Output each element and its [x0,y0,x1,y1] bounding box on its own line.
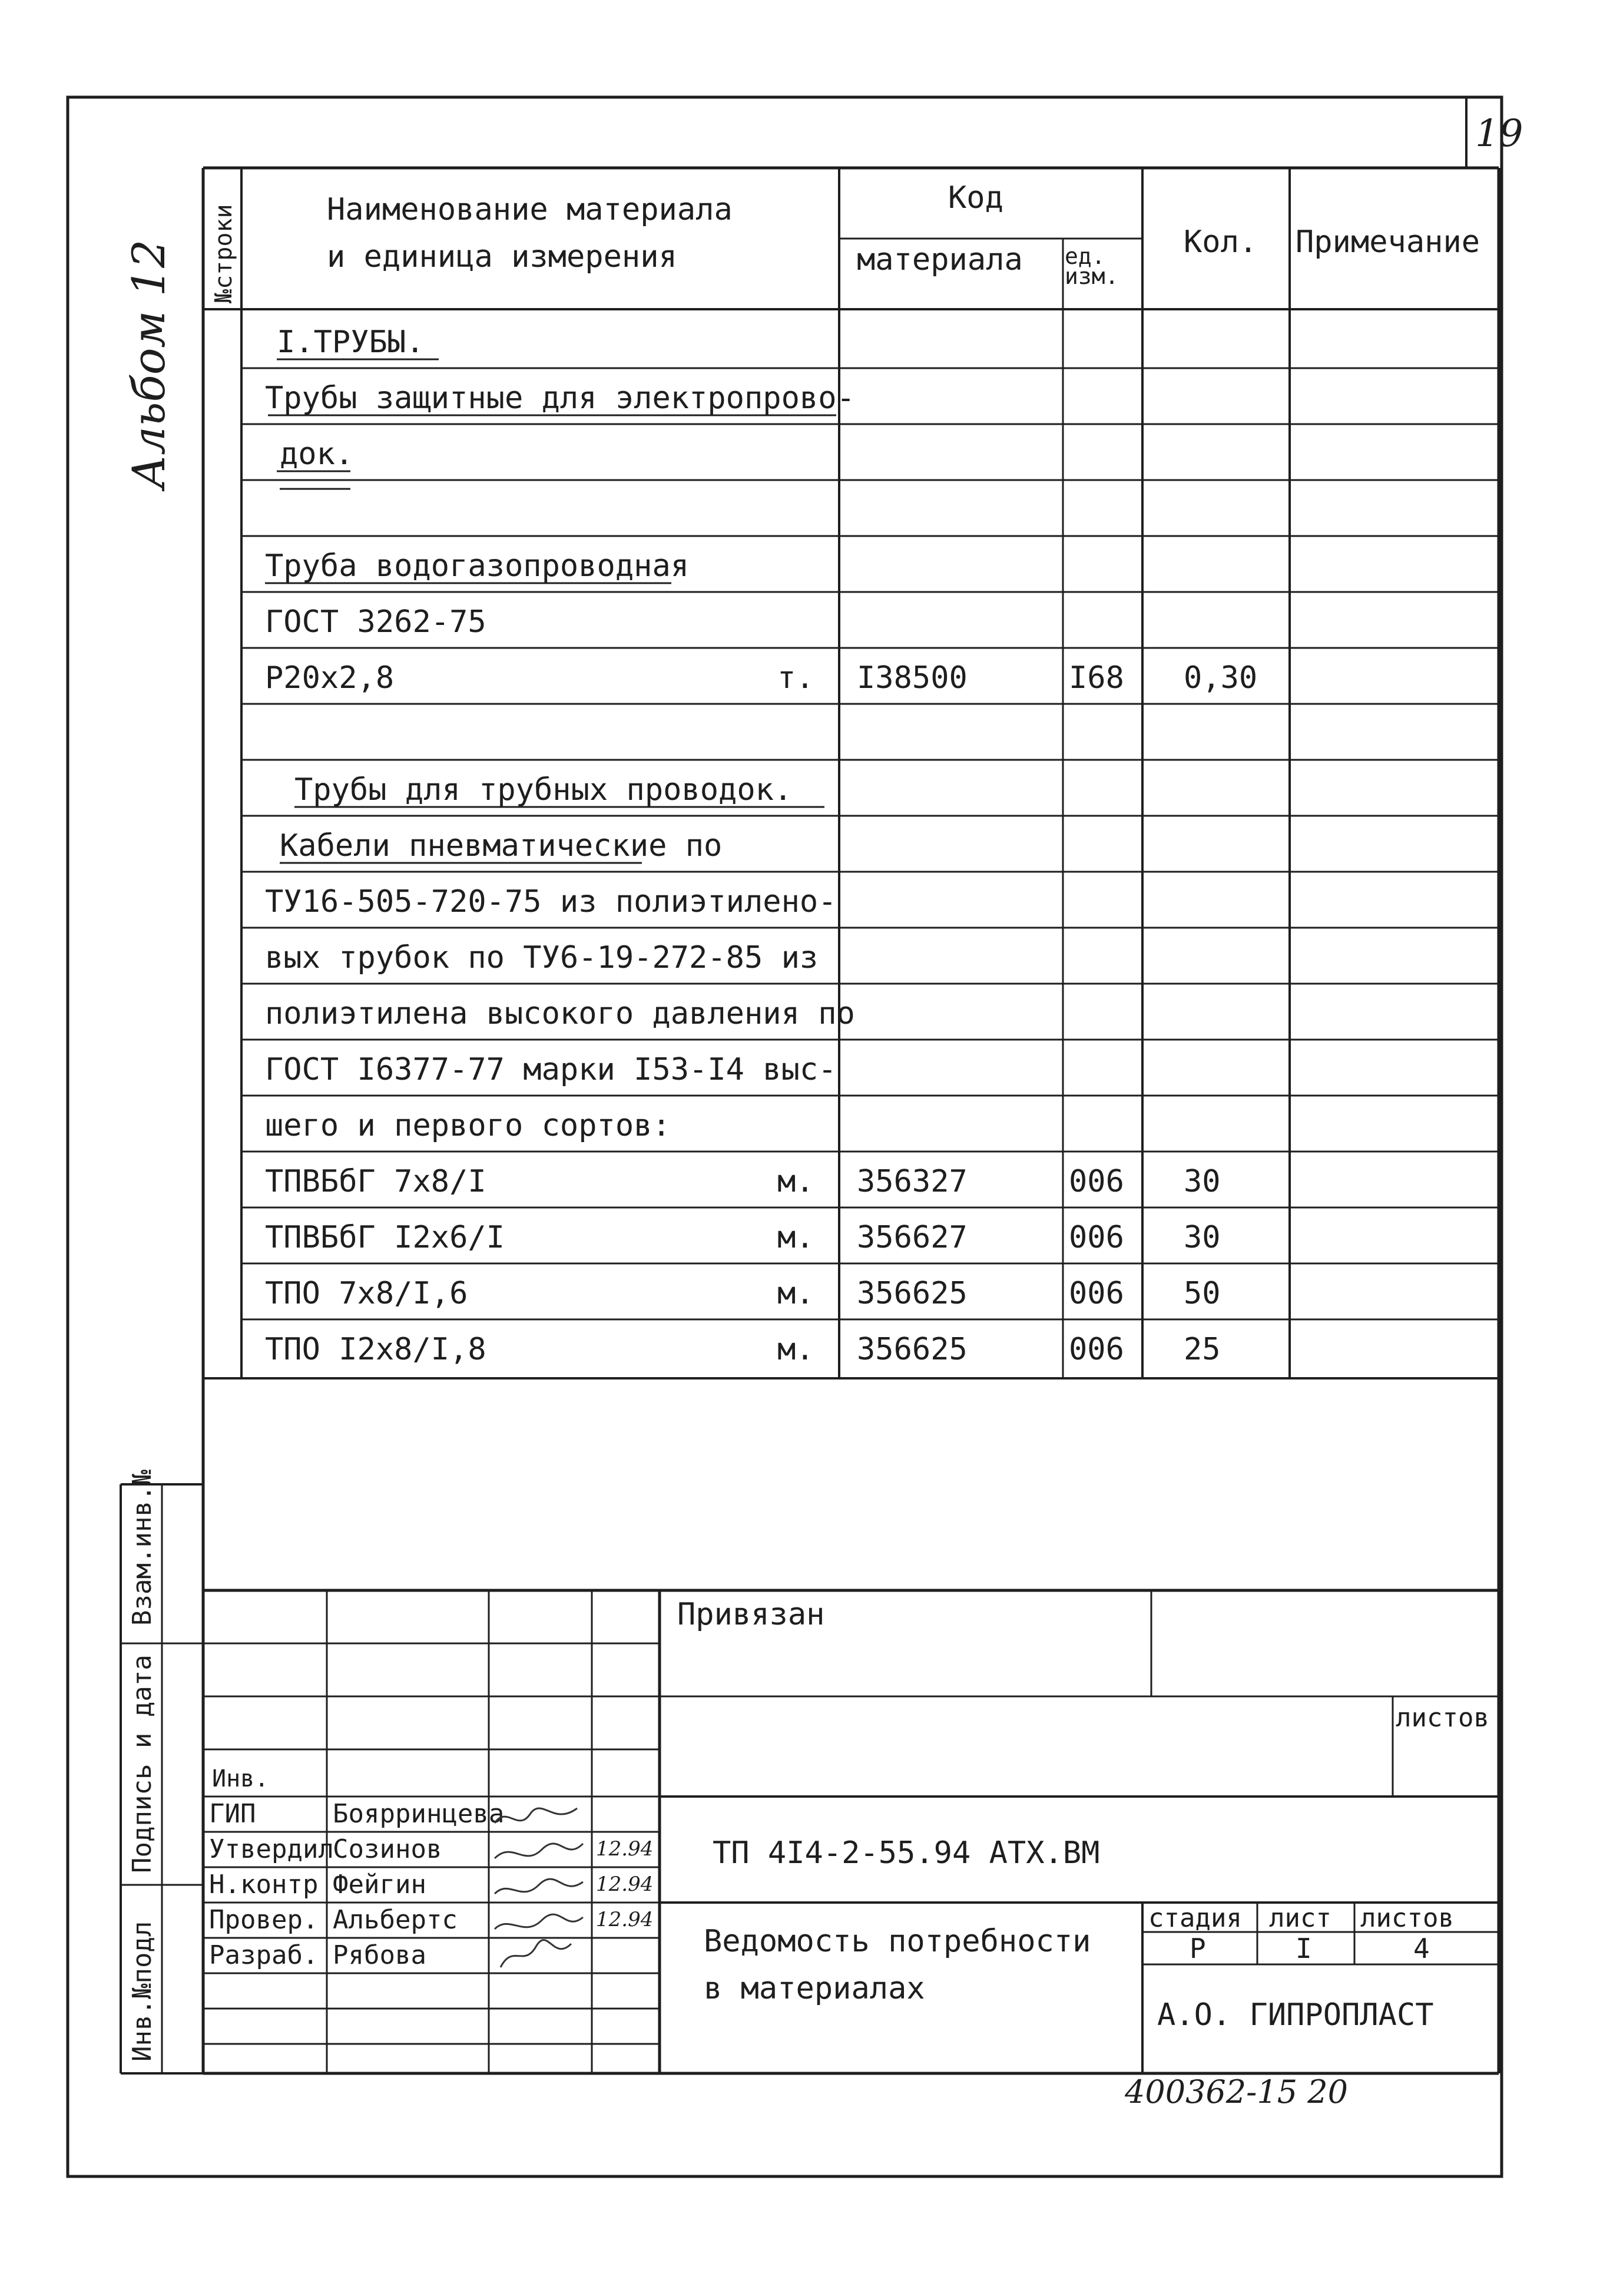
header-code: Код [948,180,1003,216]
table-row-unit: м. [777,1332,814,1367]
person-date: 12.94 [596,1872,654,1896]
table-row-unit: м. [777,1220,814,1255]
document-code: ТП 4I4-2-55.94 АТХ.ВМ [713,1835,1100,1871]
album-label: Альбом 12 [122,239,175,489]
table-row-name: Кабели пневматические по [280,828,723,864]
table-row-name: I.ТРУБЫ. [277,325,425,360]
header-note: Примечание [1296,224,1480,260]
person-name: Боярринцева [333,1799,505,1829]
header-name-line2: и единица измерения [327,239,677,274]
table-row-unit: м. [777,1276,814,1311]
page-number: 19 [1475,112,1523,156]
document-title-line1: Ведомость потребности [704,1924,1091,1959]
table-row-quantity: 25 [1184,1332,1221,1367]
table-row-unit-code: 006 [1069,1332,1124,1367]
table-row-name: ГОСТ 3262-75 [265,604,486,640]
table-row-quantity: 0,30 [1184,660,1258,696]
table-row-unit-code: I68 [1069,660,1124,696]
sheet-label: лист [1269,1903,1331,1933]
title-block-sheets-top: листов [1396,1703,1489,1733]
table-row-name: Трубы для трубных проводок. [294,772,793,808]
table-row-quantity: 30 [1184,1164,1221,1199]
organization-name: А.О. ГИПРОПЛАСТ [1157,1997,1434,2033]
table-row-name: ТПВБбГ 7x8/I [265,1164,486,1199]
person-name: Альбертс [333,1905,458,1935]
table-row-name: док. [280,436,354,472]
table-row-code: 356625 [857,1276,968,1311]
person-name: Фейгин [333,1870,426,1900]
stage-value: Р [1190,1933,1206,1964]
table-row-name: ТУ16-505-720-75 из полиэтилено- [265,884,837,919]
side-stamp-sign-date: Подпись и дата [127,1655,157,1873]
person-name: Созинов [333,1834,442,1864]
person-date: 12.94 [596,1908,654,1931]
side-stamp-inv-no: Инв.№подл [127,1921,157,2062]
table-row-quantity: 50 [1184,1276,1221,1311]
table-row-name: полиэтилена высокого давления по [265,996,855,1031]
sheets-value: 4 [1413,1933,1430,1964]
table-row-unit-code: 006 [1069,1220,1124,1255]
person-role: ГИП [209,1799,256,1829]
header-name-line1: Наименование материала [327,192,733,227]
table-row-unit: т. [777,660,814,696]
person-role: Провер. [209,1905,319,1935]
table-row-quantity: 30 [1184,1220,1221,1255]
table-row-code: 356327 [857,1164,968,1199]
table-row-unit-code: 006 [1069,1276,1124,1311]
table-row-name: Трубы защитные для электропрово- [265,381,855,416]
person-date: 12.94 [596,1837,654,1861]
person-role: Н.контр [209,1870,319,1900]
stage-label: стадия [1148,1903,1242,1933]
person-role: Разраб. [209,1940,319,1970]
title-block-inv: Инв. [212,1765,269,1792]
person-role: Утвердил [209,1834,334,1864]
table-row-name: ТПО I2x8/I,8 [265,1332,486,1367]
table-row-name: шего и первого сортов: [265,1108,671,1143]
table-row-code: 356625 [857,1332,968,1367]
sheet-value: I [1296,1933,1312,1964]
document-title-line2: в материалах [704,1971,925,2006]
sheets-label: листов [1360,1903,1454,1933]
header-row-number: №строки [210,204,237,303]
header-code-unit: ед. изм. [1065,243,1119,290]
table-row-unit-code: 006 [1069,1164,1124,1199]
header-quantity: Кол. [1184,224,1258,260]
side-stamp-vzam-inv: Взам.инв.№ [127,1470,157,1626]
table-row-name: P20x2,8 [265,660,395,696]
table-row-name: ТПВБбГ I2x6/I [265,1220,505,1255]
table-row-name: ГОСТ I6377-77 марки I53-I4 выс- [265,1052,837,1087]
table-row-code: I38500 [857,660,968,696]
table-row-name: ТПО 7x8/I,6 [265,1276,468,1311]
table-row-code: 356627 [857,1220,968,1255]
person-name: Рябова [333,1940,426,1970]
footer-note: 400362-15 20 [1125,2073,1348,2110]
signature-scribbles [489,1797,592,1973]
title-block-privyazan: Привязан [677,1597,825,1632]
header-code-material: материала [857,242,1023,277]
table-row-name: вых трубок по ТУ6-19-272-85 из [265,940,819,975]
table-row-name: Труба водогазопроводная [265,548,690,584]
table-row-unit: м. [777,1164,814,1199]
